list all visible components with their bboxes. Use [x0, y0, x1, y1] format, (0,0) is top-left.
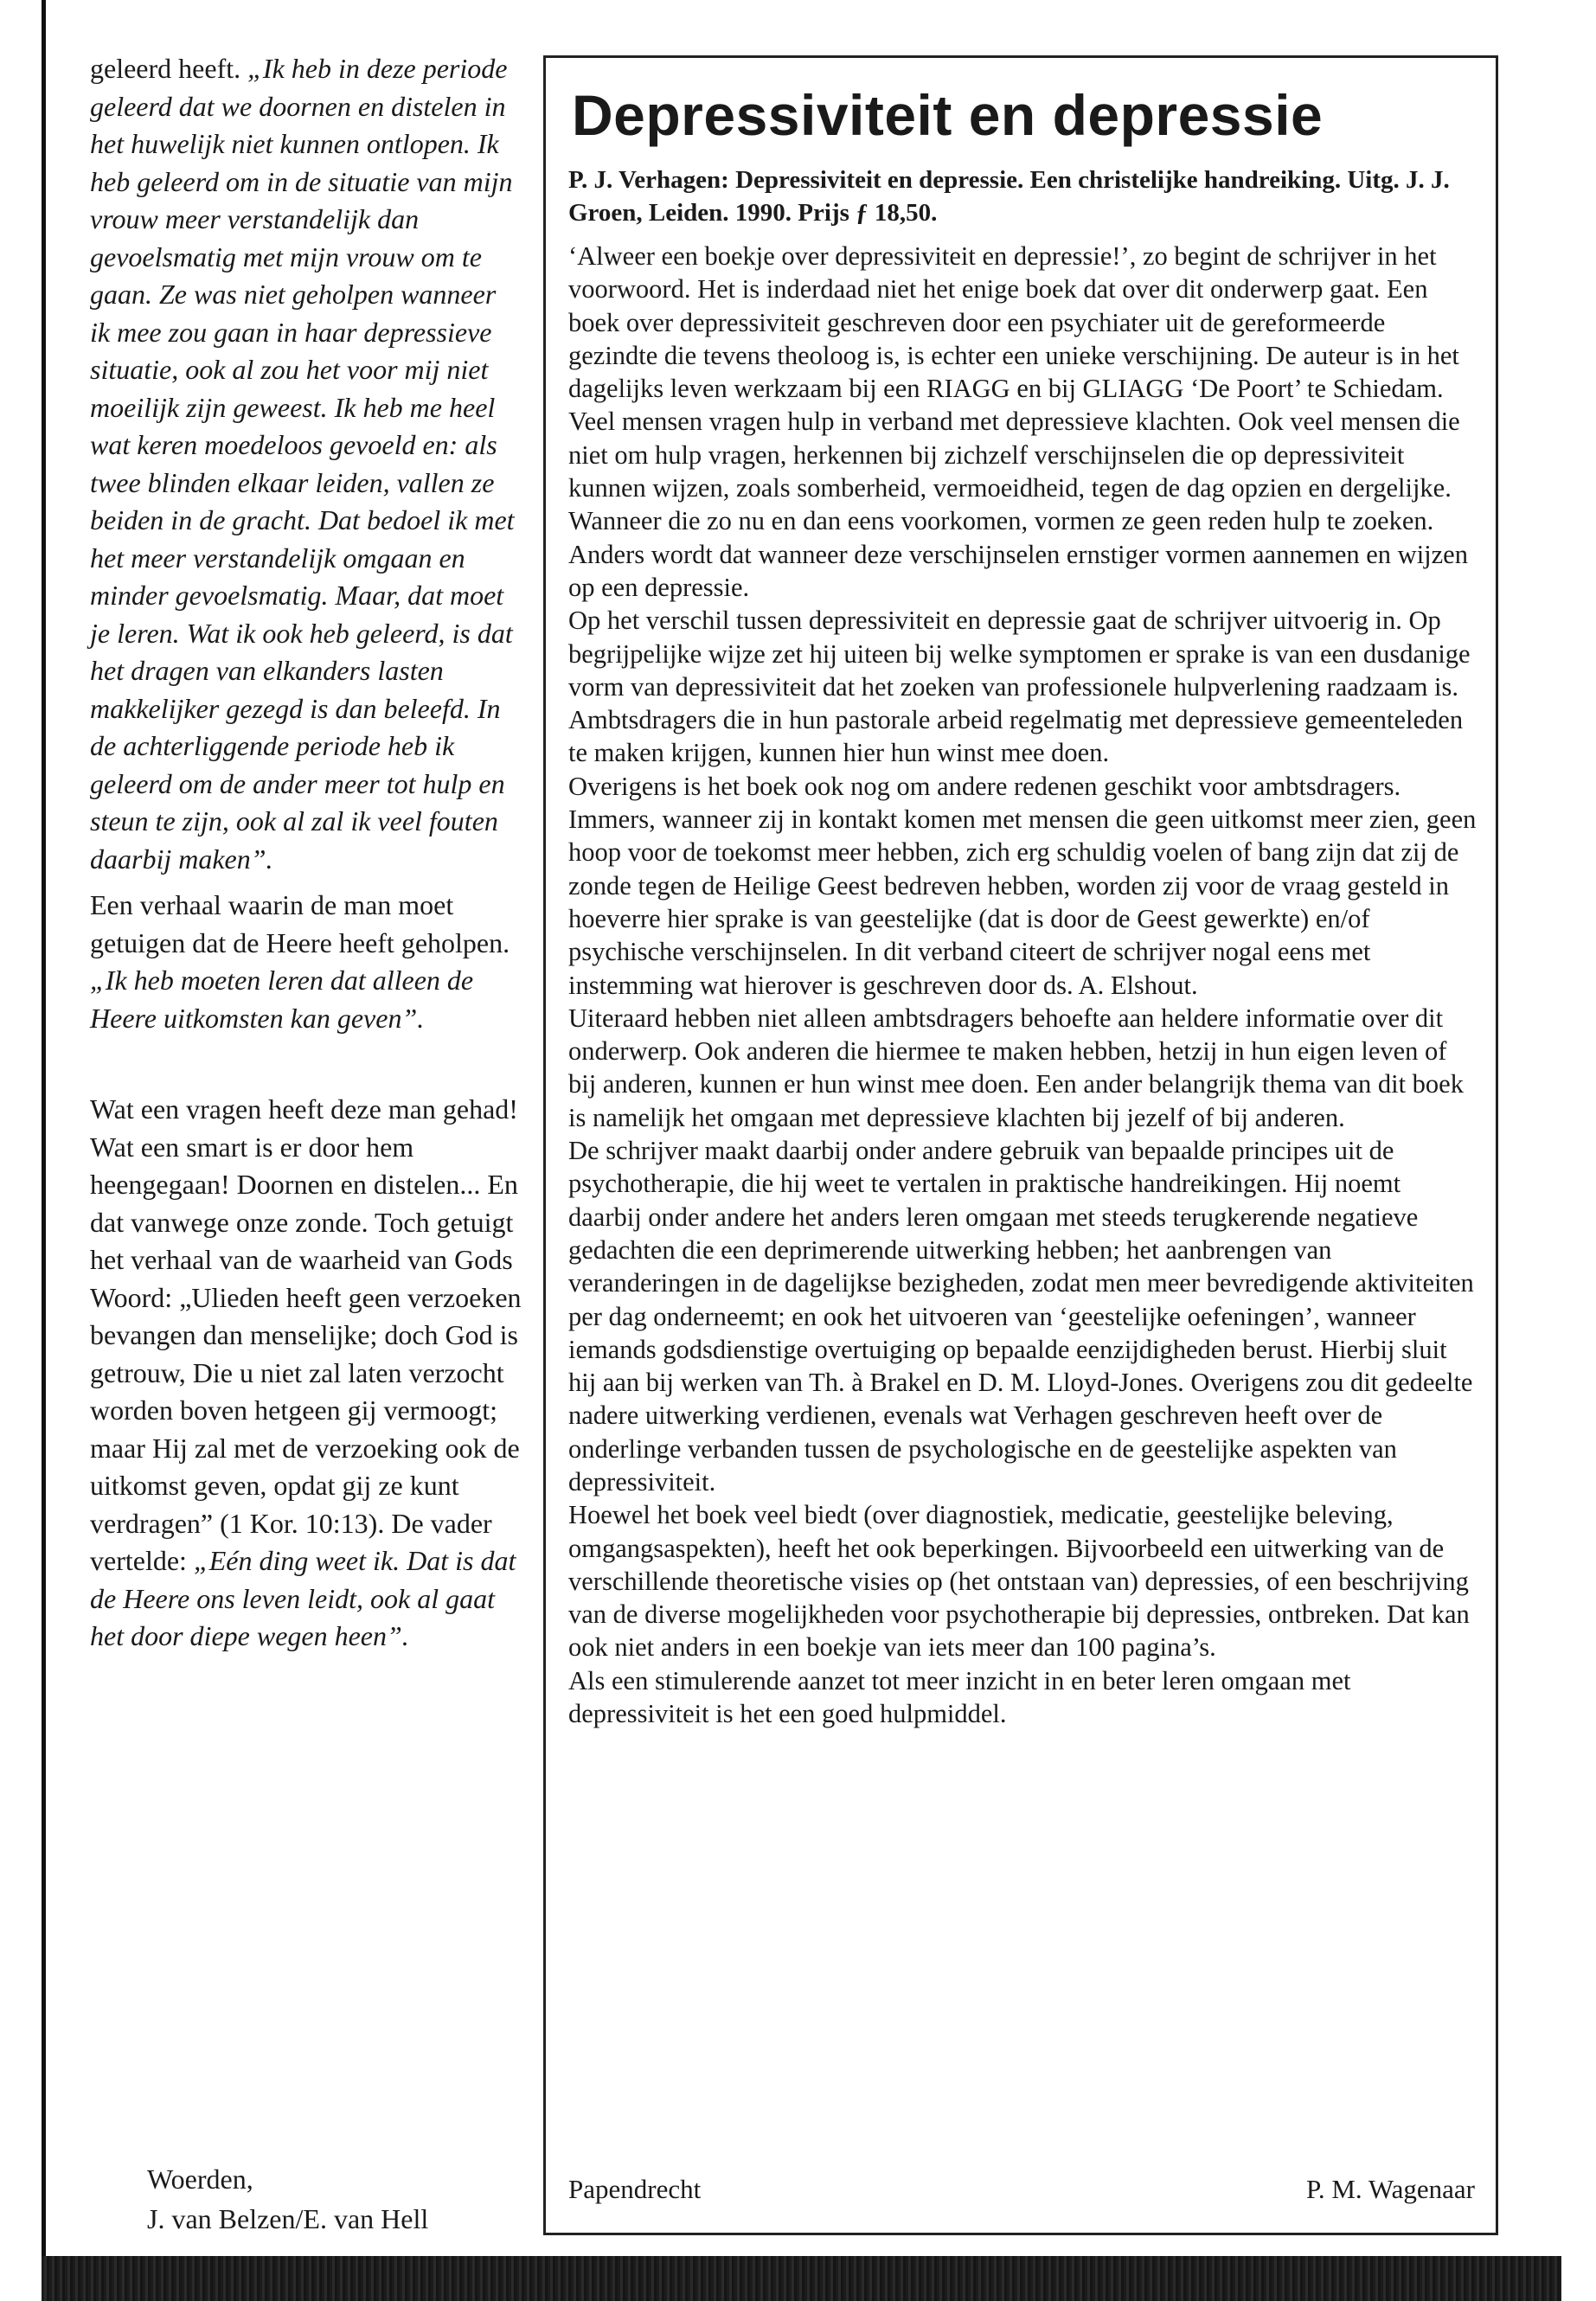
quote-text: „Ik heb in deze periode geleerd dat we doornen en distelen in het huwelijk niet kunnen ontlopen. Ik heb geleerd om in de situatie van mijn vrouw meer verstandelijk dan gevoelsmatig met mijn vrouw om te gaan. Ze was niet geholpen wanneer ik mee zou gaan in haar depressieve situatie, ook al zou het voor mij niet moeilijk zijn geweest. Ik heb me heel wat keren moedeloos gevoeld en: als twee blinden elkaar leiden, vallen ze beiden in de gracht. Dat bedoel ik met het meer verstandelijk omgaan en minder gevoelsmatig. Maar, dat moet je leren. Wat ik ook heb geleerd, is dat het dragen van elkanders lasten makkelijker gezegd is dan beleefd. In de achterliggende periode heb ik geleerd om de ander meer tot hulp en steun te zijn, ook al zal ik veel fouten daarbij maken”.	[90, 53, 515, 875]
quote-intro: geleerd heeft.	[90, 53, 241, 84]
story-paragraph	[90, 887, 522, 1037]
reflection-text: Wat een vragen heeft deze man gehad! Wat een smart is er door hem heengegaan! Doornen en distelen... En dat vanwege onze zonde. Toch getuigt het verhaal van de waarheid van Gods Woord: „Ulieden heeft geen verzoeken bevangen dan menselijke; doch God is getrouw, Die u niet zal laten verzocht worden boven hetgeen gij vermoogt; maar Hij zal met de verzoeking ook de uitkomst geven, opdat gij ze kunt verdragen” (1 Kor. 10:13). De vader vertelde:	[90, 1093, 522, 1576]
page-edge	[42, 0, 46, 2266]
review-paragraph: Hoewel het boek veel biedt (over diagnostiek, medicatie, geestelijke beleving, omgangsaspekten), heeft het ook beperkingen. Bijvoorbeeld een uitwerking van de verschillende theoretische visies op (het ontstaan van) depressies, of een beschrijving van de diverse mogelijkheden voor psychotherapie bij depressies, ontbreken. Dat kan ook niet anders in een boekje van iets meer dan 100 pagina’s.	[568, 1500, 1470, 1663]
review-footer	[568, 2172, 1475, 2207]
review-paragraph: ‘Alweer een boekje over depressiviteit en depressie!’, zo begint de schrijver in het voorwoord. Het is inderdaad niet het enige boek dat over dit onderwerp gaat. Een boek over depressiviteit geschreven door een psychiater uit de gereformeerde gezindte die tevens theoloog is, is echter een unieke verschijning. De auteur is in het dagelijks leven werkzaam bij een RIAGG en bij GLIAGG ‘De Poort’ te Schiedam.	[568, 241, 1459, 404]
review-paragraph: Op het verschil tussen depressiviteit en depressie gaat de schrijver uitvoerig in. Op begrijpelijke wijze zet hij uiteen bij welke symptomen er sprake is van een dusdanige vorm van depressiviteit dat het zoeken van professionele hulpverlening raadzaam is.	[568, 606, 1471, 702]
story-intro: Een verhaal waarin de man moet getuigen dat de Heere heeft geholpen.	[90, 889, 510, 958]
review-place: Papendrecht	[568, 2174, 702, 2204]
review-author: P. M. Wagenaar	[1306, 2174, 1475, 2204]
story-quote: „Ik heb moeten leren dat alleen de Heere uitkomsten kan geven”.	[90, 965, 474, 1034]
review-paragraph: Overigens is het boek ook nog om andere redenen geschikt voor ambtsdragers. Immers, wanneer zij in kontakt komen met mensen die geen uitkomst meer zien, geen hoop voor de toekomst meer hebben, zich erg schuldig voelen of bang zijn dat zij de zonde tegen de Heilige Geest bedreven hebben, worden zij voor de vraag gesteld in hoeverre hier sprake is van geestelijke (dat is door de Geest gewerkte) en/of psychische verschijnselen. In dit verband citeert de schrijver nogal eens met instemming wat hierover is geschreven door ds. A. Elshout.	[568, 771, 1477, 1000]
book-citation: P. J. Verhagen: Depressiviteit en depressie. Een christelijke handreiking. Uitg. J. J. Groen, Leiden. 1990. Prijs ƒ 18,50.	[568, 166, 1450, 227]
review-paragraph: Ambtsdragers die in hun pastorale arbeid regelmatig met depressieve gemeenteleden te maken krijgen, kunnen hier hun winst mee doen.	[568, 705, 1464, 768]
final-quote: „Eén ding weet ik. Dat is dat de Heere ons leven leidt, ook al gaat het door diepe wegen heen”.	[90, 1545, 516, 1651]
article-signoff	[147, 2159, 528, 2239]
review-paragraph: Uiteraard hebben niet alleen ambtsdragers behoefte aan heldere informatie over dit onderwerp. Ook anderen die hiermee te maken hebben, hetzij in hun eigen leven of bij anderen, kunnen er hun winst mee doen. Een ander belangrijk thema van dit boek is namelijk het omgaan met depressieve klachten bij jezelf of bij anderen.	[568, 1003, 1464, 1132]
review-paragraph: Als een stimulerende aanzet tot meer inzicht in en beter leren omgaan met depressiviteit is het een goed hulpmiddel.	[568, 1665, 1351, 1729]
book-review-box	[543, 55, 1498, 2235]
scan-bottom-bar	[42, 2256, 1561, 2301]
signoff-place: Woerden,	[147, 2163, 253, 2195]
testimony-quote	[90, 50, 522, 878]
review-paragraph: De schrijver maakt daarbij onder andere gebruik van bepaalde principes uit de psychotherapie, die hij weet te vertalen in praktische handreikingen. Hij noemt daarbij onder andere het anders leren omgaan met steeds terugkerende negatieve gedachten die een deprimerende uitwerking hebben; het aanbrengen van veranderingen in de dagelijkse bezigheden, zodat men meer bevredigende aktiviteiten per dag onderneemt; en ook het uitvoeren van ‘geestelijke oefeningen’, wanneer iemands godsdienstige overtuiging op bepaalde eenzijdigheden berust. Hierbij sluit hij aan bij werken van Th. à Brakel en D. M. Lloyd-Jones. Overigens zou dit gedeelte nadere uitwerking verdienen, evenals wat Verhagen geschreven heeft over de onderlinge verbanden tussen de psychologische en de geestelijke aspekten van depressiviteit.	[568, 1136, 1474, 1497]
reflection-paragraph	[90, 1091, 522, 1656]
review-paragraph: Veel mensen vragen hulp in verband met depressieve klachten. Ook veel mensen die niet om hulp vragen, herkennen bij zichzelf verschijnselen die op depressiviteit kunnen wijzen, zoals somberheid, vermoeidheid, tegen de dag opzien en dergelijke. Wanneer die zo nu en dan eens voorkomen, vormen ze geen reden hulp te zoeken. Anders wordt dat wanneer deze verschijnselen ernstiger vormen aannemen en wijzen op een depressie.	[568, 407, 1468, 602]
review-title: Depressiviteit en depressie	[572, 83, 1324, 147]
review-body	[568, 240, 1477, 1730]
signoff-authors: J. van Belzen/E. van Hell	[147, 2203, 429, 2234]
left-column	[90, 50, 522, 1656]
